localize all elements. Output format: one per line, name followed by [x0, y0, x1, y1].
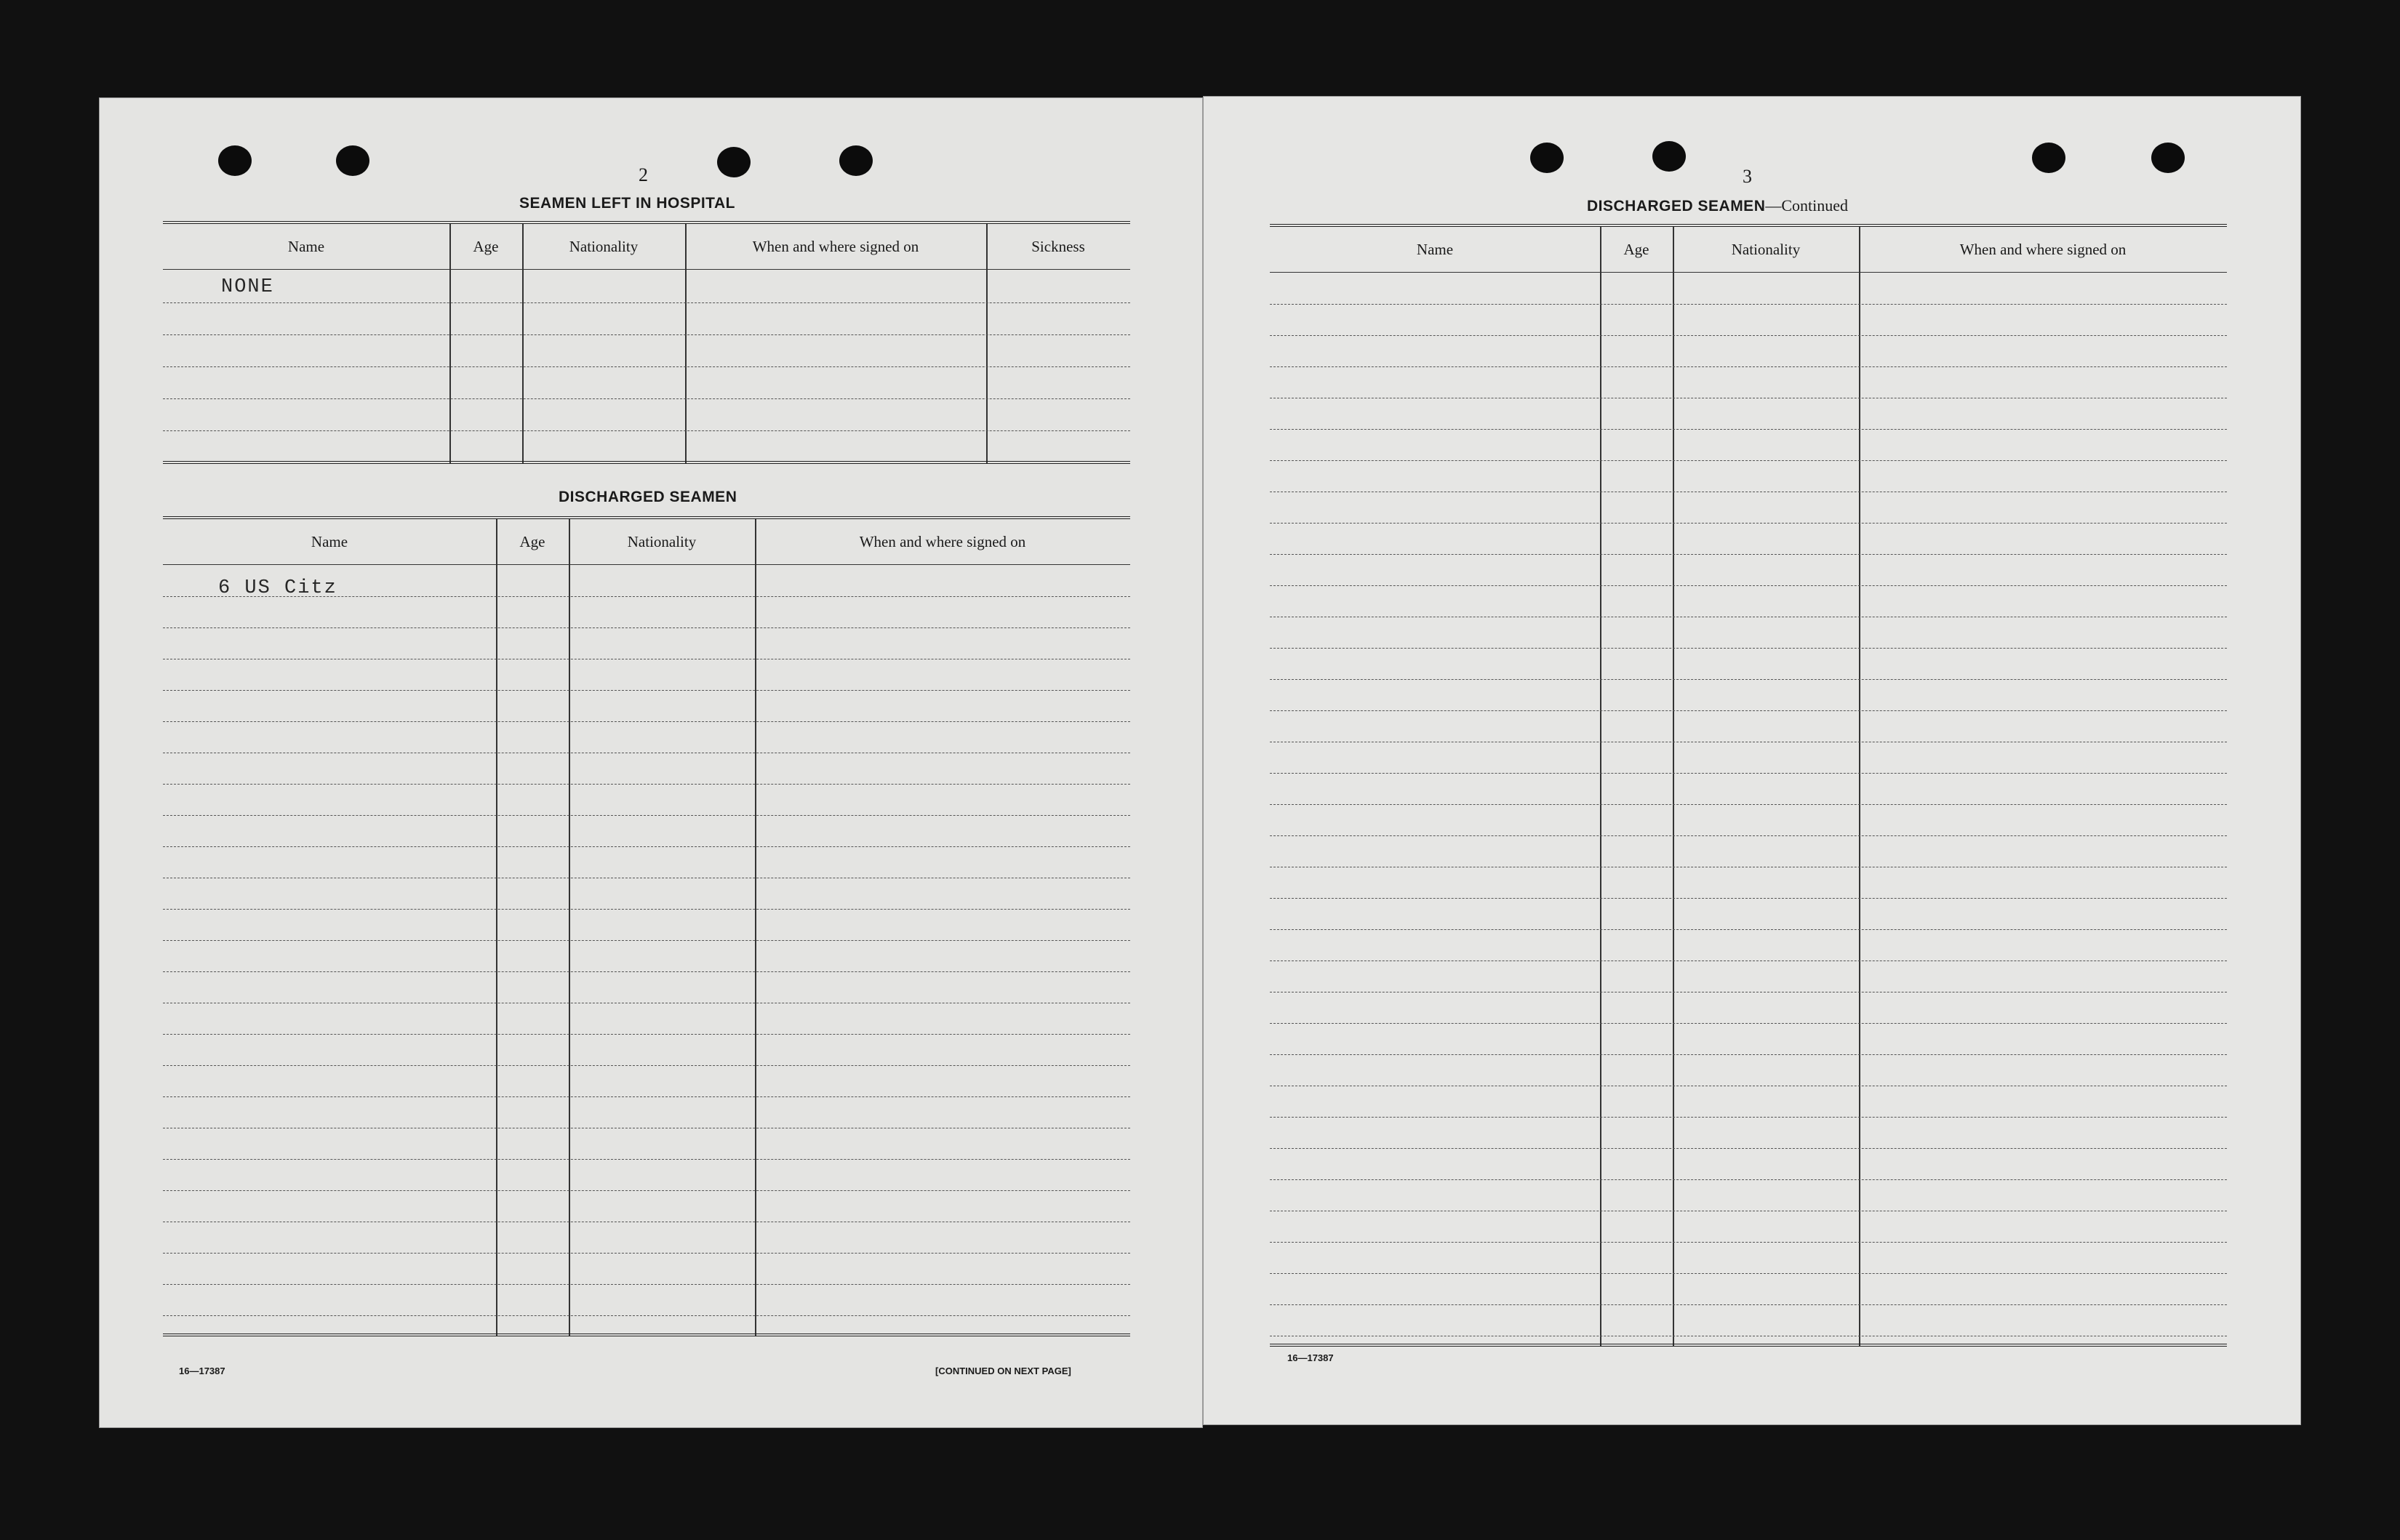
discharged-table [163, 516, 1130, 1336]
row-line [1270, 429, 2227, 430]
column-header-age: Age [473, 237, 499, 255]
form-number: 16—17387 [179, 1365, 225, 1376]
column-header-signed-on: When and where signed on [752, 237, 919, 255]
column-divider [449, 224, 451, 464]
column-header-signed-on: When and where signed on [859, 532, 1026, 550]
row-line [163, 846, 1130, 847]
hospital-section-title: SEAMEN LEFT IN HOSPITAL [519, 195, 735, 212]
title-continued: —Continued [1765, 196, 1849, 214]
row-line [1270, 835, 2227, 836]
row-line [163, 366, 1130, 367]
column-divider [1600, 227, 1601, 1347]
row-line [1270, 1117, 2227, 1118]
column-divider [496, 519, 497, 1336]
row-line [163, 1253, 1130, 1254]
row-line [163, 815, 1130, 816]
discharged-section-title: DISCHARGED SEAMEN [559, 489, 737, 505]
punch-hole [2151, 143, 2185, 173]
discharged-table-header [163, 519, 1130, 565]
discharged-entry: 6 US Citz [218, 577, 337, 599]
punch-hole [717, 147, 751, 177]
left-page [99, 97, 1203, 1428]
row-line [163, 334, 1130, 335]
table-bottom-rule [163, 461, 1130, 464]
row-line [1270, 773, 2227, 774]
row-line [163, 1096, 1130, 1097]
row-line [1270, 648, 2227, 649]
row-line [1270, 1273, 2227, 1274]
column-header-age: Age [1623, 240, 1649, 258]
row-line [1270, 1242, 2227, 1243]
row-line [1270, 1179, 2227, 1180]
row-line [1270, 554, 2227, 555]
column-divider [1673, 227, 1674, 1347]
row-line [1270, 679, 2227, 680]
discharged-continued-title [1587, 196, 1848, 215]
column-header-name: Name [311, 532, 348, 550]
row-line [163, 1065, 1130, 1066]
punch-hole [218, 145, 252, 176]
punch-hole [839, 145, 873, 176]
row-line [1270, 1054, 2227, 1055]
column-divider [1859, 227, 1860, 1347]
row-line [1270, 929, 2227, 930]
row-line [163, 627, 1130, 628]
row-line [163, 784, 1130, 785]
row-line [163, 1034, 1130, 1035]
row-line [1270, 804, 2227, 805]
row-line [1270, 335, 2227, 336]
punch-hole [336, 145, 369, 176]
continued-note: [CONTINUED ON NEXT PAGE] [935, 1365, 1071, 1376]
punch-hole [1652, 141, 1686, 172]
discharged-continued-table [1270, 224, 2227, 1347]
column-header-age: Age [519, 532, 545, 550]
row-line [1270, 366, 2227, 367]
column-header-nationality: Nationality [627, 532, 697, 550]
hospital-table [163, 221, 1130, 566]
column-header-nationality: Nationality [569, 237, 639, 255]
column-header-name: Name [1416, 240, 1454, 258]
row-line [163, 1284, 1130, 1285]
row-line [163, 690, 1130, 691]
row-line [163, 430, 1130, 431]
row-line [1270, 304, 2227, 305]
table-bottom-rule [163, 1334, 1130, 1336]
row-line [1270, 1304, 2227, 1305]
row-line [163, 721, 1130, 722]
row-line [1270, 585, 2227, 586]
column-header-nationality: Nationality [1731, 240, 1801, 258]
row-line [163, 302, 1130, 303]
column-divider [755, 519, 756, 1336]
discharged-table-header [1270, 227, 2227, 273]
row-line [163, 398, 1130, 399]
row-line [1270, 523, 2227, 524]
column-header-signed-on: When and where signed on [1959, 240, 2127, 258]
page-number: 3 [1743, 166, 1752, 187]
title-text: DISCHARGED SEAMEN [1587, 198, 1766, 214]
hospital-entry: NONE [221, 276, 274, 298]
column-header-sickness: Sickness [1031, 237, 1085, 255]
row-line [1270, 710, 2227, 711]
row-line [1270, 898, 2227, 899]
row-line [1270, 460, 2227, 461]
form-number: 16—17387 [1287, 1352, 1334, 1363]
column-divider [986, 224, 988, 464]
row-line [1270, 1148, 2227, 1149]
column-divider [522, 224, 524, 464]
column-header-name: Name [287, 237, 325, 255]
right-page [1203, 96, 2301, 1425]
row-line [163, 1190, 1130, 1191]
row-line [163, 940, 1130, 941]
row-line [163, 1159, 1130, 1160]
row-line [163, 909, 1130, 910]
column-divider [569, 519, 570, 1336]
punch-hole [2032, 143, 2065, 173]
hospital-table-header [163, 224, 1130, 270]
page-number: 2 [639, 164, 648, 185]
column-divider [685, 224, 687, 464]
table-bottom-rule [1270, 1344, 2227, 1347]
row-line [1270, 1023, 2227, 1024]
punch-hole [1530, 143, 1564, 173]
row-line [163, 1315, 1130, 1316]
row-line [163, 971, 1130, 972]
